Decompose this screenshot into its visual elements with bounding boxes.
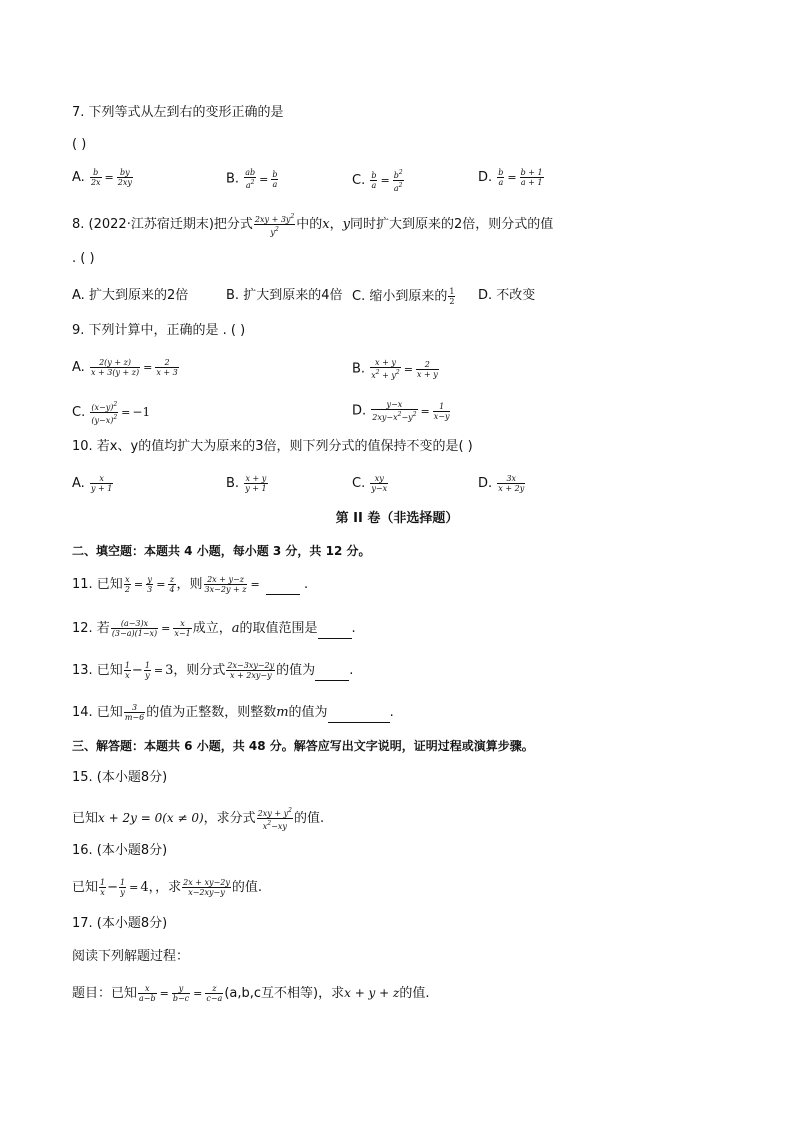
q8-stem: 8. (2022·江苏宿迁期末)把分式 $\frac{2xy + 3y^2}{y^2}$ 中的x，y同时扩大到原来的2倍，则分式的值 [72, 213, 554, 237]
q17-title: 17. (本小题8分) [72, 916, 168, 931]
q10-option-a: A. $\frac{x}{y + 1}$ [72, 474, 113, 493]
q8-option-a: A. 扩大到原来的2倍 [72, 288, 189, 303]
q13-answer-blank[interactable] [315, 662, 349, 681]
q7-stem: 7. 下列等式从左到右的变形正确的是 [72, 105, 284, 120]
q9-option-d: D. $\frac{y-x}{2xy-x^2-y^2}$ = $\frac{1}{x-y}$ [352, 400, 450, 422]
q10-option-c: C. $\frac{xy}{y-x}$ [352, 474, 388, 493]
q11: 11. 已知 $\frac{x}{2}$ = $\frac{y}{3}$ = $\frac{z}{4}$ ，则 $\frac{2x + y-z}{3x-2y + z}$ = . [72, 575, 309, 594]
q10-option-b: B. $\frac{x + y}{y + 1}$ [226, 474, 267, 493]
q7-paren: ( ) [72, 137, 87, 152]
part3-heading: 三、解答题：本题共 6 小题，共 48 分。解答应写出文字说明，证明过程或演算步骤。 [72, 739, 534, 753]
q10-option-d: D. $\frac{3x}{x + 2y}$ [478, 474, 525, 493]
q12-answer-blank[interactable] [318, 620, 352, 639]
q8-option-d: D. 不改变 [478, 288, 536, 303]
q16-title: 16. (本小题8分) [72, 843, 168, 858]
q7-option-d: D. $\frac{b}{a}$ = $\frac{b + 1}{a + 1}$ [478, 168, 543, 187]
part2-heading: 二、填空题：本题共 4 小题，每小题 3 分，共 12 分。 [72, 544, 371, 558]
q14-answer-blank[interactable] [328, 704, 390, 723]
q9-stem: 9. 下列计算中，正确的是 . ( ) [72, 323, 246, 338]
q15-body: 已知x + 2y = 0(x ≠ 0)，求分式 $\frac{2xy + y^2}{x^2-xy}$ 的值. [72, 807, 325, 831]
q17-body: 题目：已知 $\frac{x}{a-b}$ = $\frac{y}{b-c}$ = $\frac{z}{c-a}$ (a,b,c互不相等)，求x + y + z的值. [72, 984, 430, 1003]
q17-intro: 阅读下列解题过程： [72, 949, 190, 964]
q15-title: 15. (本小题8分) [72, 770, 168, 785]
section-title: 第 II 卷（非选择题） [335, 511, 459, 526]
q11-answer-blank[interactable] [266, 576, 300, 595]
q8-option-b: B. 扩大到原来的4倍 [226, 288, 343, 303]
q12: 12. 若 $\frac{(a-3)x}{(3-a)(1-x)}$ = $\frac{x}{x-1}$ 成立，a的取值范围是 . [72, 619, 356, 638]
q7-option-c: C. $\frac{b}{a}$ = $\frac{b^2}{a^2}$ [352, 169, 403, 193]
q8-paren: . ( ) [72, 251, 95, 266]
q7-option-a: A. $\frac{b}{2x}$ = $\frac{by}{2xy}$ [72, 168, 132, 187]
q8-option-c: C. 缩小到原来的 $\frac{1}{2}$ [352, 287, 455, 306]
q9-option-a: A. $\frac{2(y + z)}{x + 3(y + z)}$ = $\frac{2}{x + 3}$ [72, 358, 178, 377]
q14: 14. 已知 $\frac{3}{m-6}$ 的值为正整数，则整数m的值为 . [72, 703, 394, 722]
q7-option-b: B. $\frac{ab}{a^2}$ = $\frac{b}{a}$ [226, 168, 278, 190]
q9-option-b: B. $\frac{x + y}{x^2 + y^2}$ = $\frac{2}{x + y}$ [352, 358, 438, 380]
q9-option-c: C. $\frac{(x-y)^2}{(y-x)^2}$ = −1 [72, 401, 151, 425]
q13: 13. 已知 $\frac{1}{x}$ − $\frac{1}{y}$ = 3，则分式 $\frac{2x-3xy-2y}{x + 2xy-y}$ 的值为 . [72, 661, 354, 680]
q16-body: 已知 $\frac{1}{x}$ − $\frac{1}{y}$ = 4，，求 $\frac{2x + xy-2y}{x-2xy-y}$ 的值. [72, 878, 263, 897]
q10-stem: 10. 若x、y的值均扩大为原来的3倍，则下列分式的值保持不变的是( ) [72, 439, 473, 454]
